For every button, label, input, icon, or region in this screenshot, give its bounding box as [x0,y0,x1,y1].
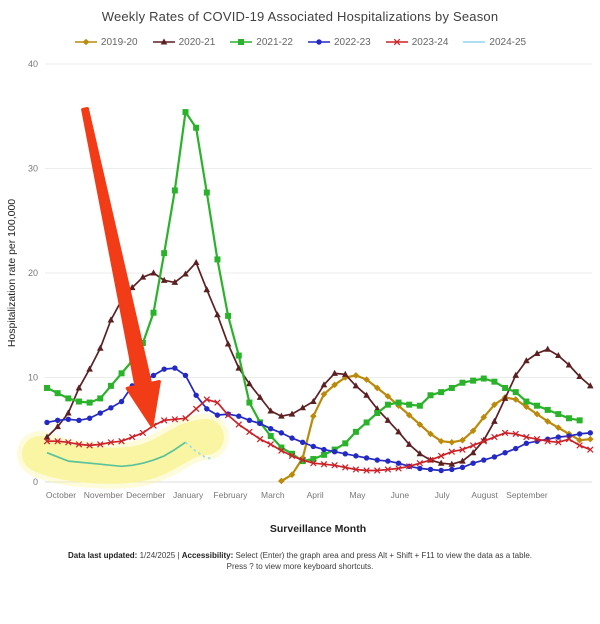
month-label-february: February [213,490,248,500]
marker-circle [268,426,273,431]
marker-circle [183,373,188,378]
marker-square [65,395,71,401]
y-tick-30: 30 [27,163,38,174]
marker-circle [343,451,348,456]
marker-square [502,385,508,391]
marker-square [193,125,199,131]
legend-label-2024-25: 2024-25 [489,36,527,48]
legend-label-2022-23: 2022-23 [334,36,371,48]
marker-circle [492,454,497,459]
month-label-november: November [83,490,123,500]
month-label-july: July [434,490,450,500]
marker-square [119,370,125,376]
x-axis-title: Surveillance Month [269,523,367,535]
month-label-march: March [260,490,285,500]
marker-square [491,379,497,385]
y-axis-title: Hospitalization rate per 100,000 [6,198,18,348]
marker-square [97,395,103,401]
marker-circle [108,405,113,410]
marker-circle [417,466,422,471]
marker-circle [215,412,220,417]
marker-circle [55,418,60,423]
marker-circle [247,418,252,423]
footer [0,550,600,572]
marker-square [246,400,252,406]
month-label-may: May [349,490,366,500]
chart-title: Weekly Rates of COVID-19 Associated Hospitalizations by Season [101,9,499,24]
marker-circle [279,430,284,435]
marker-square [321,452,327,458]
marker-circle [204,406,209,411]
marker-square [108,383,114,389]
marker-circle [236,413,241,418]
legend-swatch-2021-22 [229,36,253,48]
marker-circle [556,434,561,439]
marker-square [364,419,370,425]
marker-circle [193,393,198,398]
marker-square [76,399,82,405]
legend-swatch-2024-25 [462,36,486,48]
marker-circle [385,458,390,463]
legend-item-2024-25[interactable] [462,36,526,48]
month-label-april: April [306,490,324,500]
legend [0,36,600,48]
updated-value: 1/24/2025 [139,551,176,560]
marker-circle [161,366,166,371]
accessibility-label: Accessibility: [181,551,234,560]
marker-circle [502,450,507,455]
month-label-august: August [471,490,498,500]
marker-square [428,392,434,398]
marker-square [481,376,487,382]
marker-square [534,403,540,409]
marker-square [417,403,423,409]
legend-swatch-2023-24 [385,36,409,48]
legend-item-2023-24[interactable] [385,36,449,48]
marker-square [172,187,178,193]
marker-square [523,399,529,405]
marker-circle [364,455,369,460]
marker-square [225,313,231,319]
marker-square [161,250,167,256]
marker-square [182,109,188,115]
marker-circle [588,430,593,435]
legend-label-2020-21: 2020-21 [178,36,216,48]
marker-square [566,415,572,421]
marker-circle [87,416,92,421]
marker-circle [524,441,529,446]
legend-item-2020-21[interactable] [152,36,216,48]
marker-square [374,410,380,416]
marker-circle [428,467,433,472]
marker-square [449,385,455,391]
marker-circle [449,467,454,472]
marker-circle [321,447,326,452]
marker-square [151,310,157,316]
month-label-october: October [45,490,77,500]
month-label-september: September [506,490,548,500]
marker-square [236,353,242,359]
legend-label-2023-24: 2023-24 [411,36,449,48]
marker-circle [316,39,321,44]
marker-square [342,440,348,446]
y-tick-10: 10 [27,372,38,383]
marker-square [470,378,476,384]
marker-circle [460,465,465,470]
legend-label-2021-22: 2021-22 [256,36,293,48]
marker-square [438,389,444,395]
y-tick-0: 0 [32,477,38,487]
accessibility-text: Select (Enter) the graph area and press Alt + Shift + F11 to view the data as a table. [235,551,532,560]
marker-circle [289,435,294,440]
plot-area[interactable] [45,61,592,482]
marker-square [44,385,50,391]
marker-circle [438,468,443,473]
marker-square [268,433,274,439]
legend-swatch-2022-23 [307,36,331,48]
marker-circle [300,440,305,445]
marker-square [555,411,561,417]
updated-label: Data last updated: [68,551,138,560]
marker-circle [470,460,475,465]
marker-circle [44,420,49,425]
legend-swatch-2019-20 [74,36,98,48]
marker-circle [513,446,518,451]
legend-swatch-2020-21 [152,36,176,48]
month-label-december: December [126,490,166,500]
marker-circle [172,365,177,370]
marker-circle [311,444,316,449]
legend-item-2021-22[interactable] [229,36,293,48]
marker-circle [577,431,582,436]
marker-circle [332,449,337,454]
marker-circle [375,457,380,462]
marker-square [577,417,583,423]
marker-square [238,39,244,45]
footer-separator: | [177,551,180,560]
marker-square [396,400,402,406]
marker-square [406,402,412,408]
y-tick-40: 40 [27,59,38,69]
marker-square [385,402,391,408]
marker-circle [151,373,156,378]
footer-line2: Press ? to view more keyboard shortcuts. [226,562,374,571]
marker-circle [76,418,81,423]
month-label-june: June [390,490,410,500]
month-label-january: January [172,490,204,500]
marker-square [87,400,93,406]
y-tick-20: 20 [27,268,38,278]
marker-square [459,380,465,386]
marker-circle [119,399,124,404]
marker-circle [98,410,103,415]
legend-label-2019-20: 2019-20 [100,36,138,48]
chart-canvas[interactable] [0,51,600,547]
footer-line1 [40,550,560,561]
marker-square [545,407,551,413]
marker-circle [396,460,401,465]
marker-diamond [83,39,90,46]
marker-square [513,389,519,395]
marker-circle [257,421,262,426]
marker-circle [66,417,71,422]
marker-circle [481,457,486,462]
legend-item-2022-23[interactable] [307,36,371,48]
marker-square [353,429,359,435]
marker-square [204,190,210,196]
marker-square [55,390,61,396]
legend-item-2019-20[interactable] [74,36,138,48]
marker-circle [353,453,358,458]
marker-square [214,256,220,262]
